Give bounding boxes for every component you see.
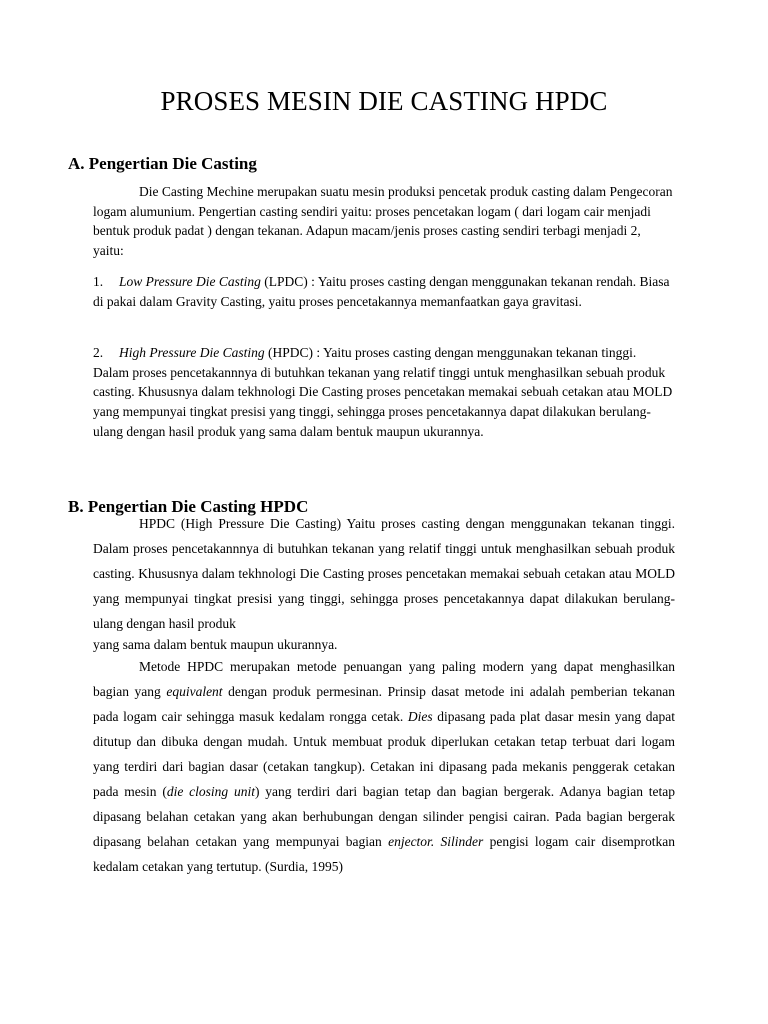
page-title: PROSES MESIN DIE CASTING HPDC: [160, 86, 608, 116]
paragraph-text: ) yang terdiri dari bagian tetap dan bagian bergerak. Adanya bagian tetap dipasang belahan cetakan yang akan berhubungan dengan silinder pengisi cairan. Pada bagian bergerak dipasang belahan cetakan yang mempunyai bagian: [93, 784, 676, 849]
section-a-intro: Die Casting Mechine merupakan suatu mesin produksi pencetak produk casting dalam Pengecoran logam alumunium. Pengertian casting sendiri yaitu: proses pencetakan logam ( dari logam cair menjadi bentuk produk padat ) dengan tekanan. Adapun macam/jenis proses casting sendiri terbagi menjadi 2, yaitu:: [93, 184, 673, 259]
section-b-paragraph-1: [93, 511, 675, 653]
section-b-paragraph-2: [93, 654, 675, 879]
list-item-hpdc: [93, 343, 673, 442]
paragraph-text: Metode HPDC merupakan metode penuangan yang paling modern yang dapat menghasilkan bagian yang: [93, 659, 675, 699]
paragraph-text: dengan produk permesinan. Prinsip dasat metode ini adalah pemberian tekanan pada logam cair sehingga masuk kedalam rongga cetak.: [93, 684, 675, 724]
paragraph-last-line: yang sama dalam bentuk maupun ukurannya.: [93, 637, 338, 652]
list-number: 1.: [93, 274, 104, 289]
paragraph-text: dipasang pada plat dasar mesin yang dapat ditutup dan dibuka dengan mudah. Untuk membuat produk diperlukan cetakan tetap terbuat dari logam yang terdiri dari bagian dasar (cetakan tangkup). Cetakan ini dipasang pada mekanis penggerak cetakan pada mesin (: [93, 709, 675, 799]
italic-term: die closing unit: [166, 784, 255, 799]
italic-term: equivalent: [166, 684, 223, 699]
list-text: (LPDC) : Yaitu proses casting dengan menggunakan tekanan rendah. Biasa di pakai dalam Gravity Casting, yaitu proses pencetakannya memanfaatkan gaya gravitasi.: [93, 274, 670, 309]
list-text: (HPDC) : Yaitu proses casting dengan menggunakan tekanan tinggi. Dalam proses pencetakannnya di butuhkan tekanan yang relatif tinggi untuk menghasilkan sebuah produk casting. Khususnya dalam tekhnologi Die Casting proses pencetakan memakai sebuah cetakan atau MOLD yang mempunyai tingkat presisi yang tinggi, sehingga proses pencetakannya dapat dilakukan berulang-ulang dengan hasil produk yang sama dalam bentuk maupun ukurannya.: [93, 345, 673, 439]
italic-term: enjector. Silinder: [388, 834, 484, 849]
list-item-lpdc: [93, 272, 673, 311]
paragraph-text: HPDC (High Pressure Die Casting) Yaitu proses casting dengan menggunakan tekanan tinggi. Dalam proses pencetakannnya di butuhkan tekanan yang relatif tinggi untuk menghasilkan sebuah produk casting. Khususnya dalam tekhnologi Die Casting proses pencetakan memakai sebuah cetakan atau MOLD yang mempunyai tingkat presisi yang tinggi, sehingga proses pencetakannya dapat dilakukan berulang-ulang dengan hasil produk: [93, 516, 675, 631]
italic-term: Dies: [407, 709, 433, 724]
section-a-heading: A. Pengertian Die Casting: [68, 154, 257, 173]
list-number: 2.: [93, 345, 104, 360]
list-term: Low Pressure Die Casting: [119, 274, 261, 289]
list-term: High Pressure Die Casting: [119, 345, 265, 360]
paragraph-text: pengisi logam cair disemprotkan kedalam cetakan yang tertutup. (Surdia, 1995): [93, 834, 676, 874]
section-b-heading: B. Pengertian Die Casting HPDC: [68, 497, 309, 516]
